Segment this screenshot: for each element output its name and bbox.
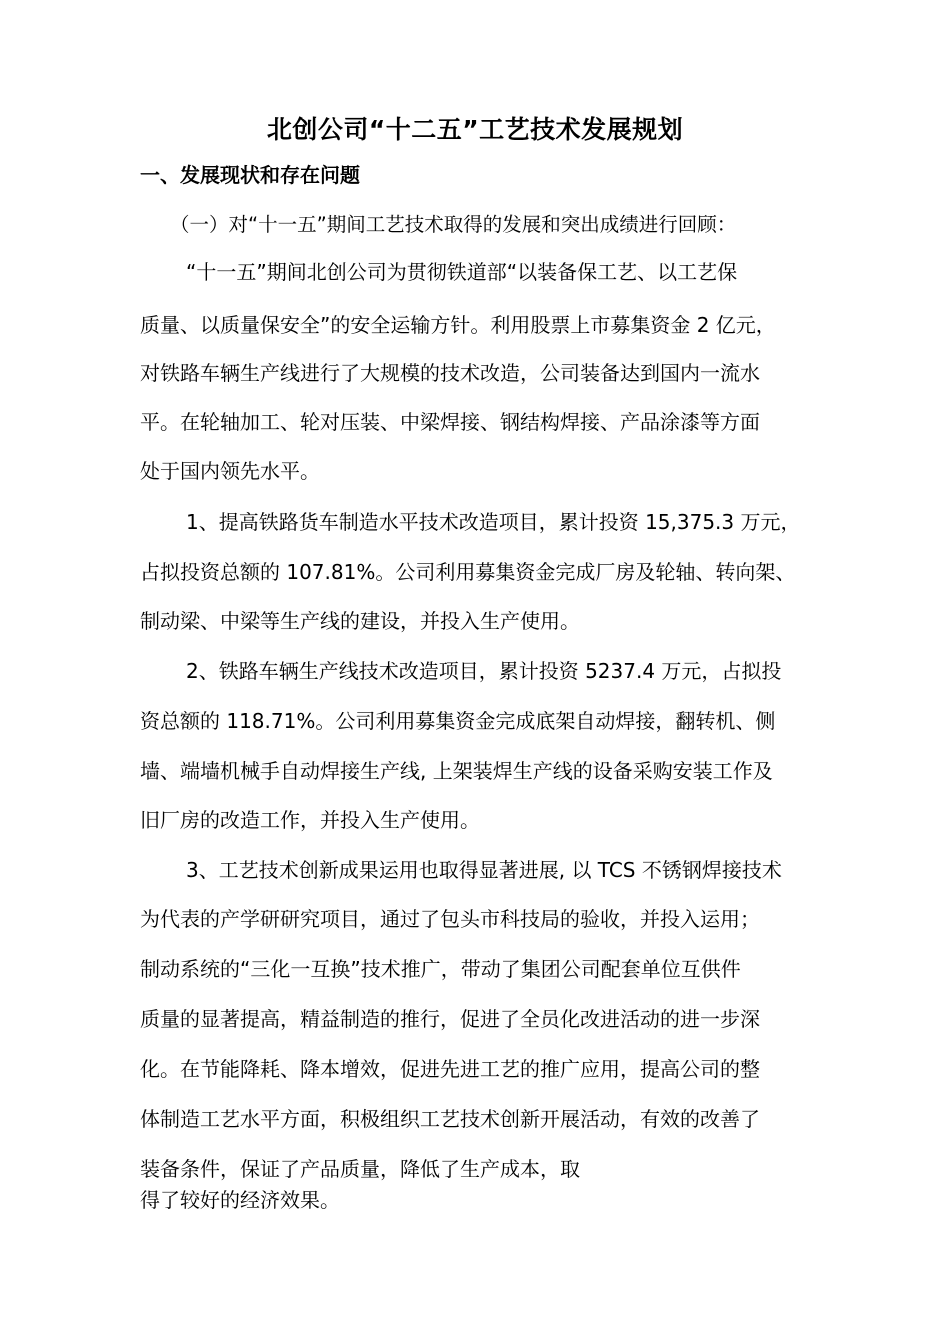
item1-paragraph-line: 占拟投资总额的 107.81%。公司利用募集资金完成厂房及轮轴、转向架、 [140,560,796,584]
item3-paragraph-line: 制动系统的“三化一互换”技术推广，带动了集团公司配套单位互供件 [140,957,741,981]
item1-paragraph-line: 1、提高铁路货车制造水平技术改造项目，累计投资 15,375.3 万元， [186,510,801,534]
item3-paragraph-line: 装备条件，保证了产品质量，降低了生产成本，取 [140,1157,580,1181]
item3-paragraph-line: 质量的显著提高，精益制造的推行，促进了全员化改进活动的进一步深 [140,1007,760,1031]
section-heading: 一、发展现状和存在问题 [140,163,360,187]
item1-paragraph-line: 制动梁、中梁等生产线的建设，并投入生产使用。 [140,609,580,633]
item3-paragraph-line: 化。在节能降耗、降本增效，促进先进工艺的推广应用，提高公司的整 [140,1057,760,1081]
item2-paragraph-line: 2、铁路车辆生产线技术改造项目，累计投资 5237.4 万元，占拟投 [186,659,782,683]
document-title: 北创公司“十二五”工艺技术发展规划 [266,115,684,144]
item3-paragraph-line: 得了较好的经济效果。 [140,1188,340,1212]
intro-paragraph-line: 处于国内领先水平。 [140,459,320,483]
intro-paragraph-line: 对铁路车辆生产线进行了大规模的技术改造，公司装备达到国内一流水 [140,361,760,385]
item3-paragraph-line: 3、工艺技术创新成果运用也取得显著进展, 以 TCS 不锈钢焊接技术 [186,858,782,882]
item2-paragraph-line: 旧厂房的改造工作，并投入生产使用。 [140,808,480,832]
intro-paragraph-line: 平。在轮轴加工、轮对压装、中梁焊接、钢结构焊接、产品涂漆等方面 [140,410,760,434]
subsection-heading: （一）对“十一五”期间工艺技术取得的发展和突出成绩进行回顾： [170,213,737,236]
item3-paragraph-line: 体制造工艺水平方面，积极组织工艺技术创新开展活动，有效的改善了 [140,1107,760,1131]
intro-paragraph-line: 质量、以质量保安全”的安全运输方针。利用股票上市募集资金 2 亿元， [140,313,776,337]
intro-paragraph-line: “十一五”期间北创公司为贯彻铁道部“以装备保工艺、以工艺保 [186,260,738,284]
item2-paragraph-line: 资总额的 118.71%。公司利用募集资金完成底架自动焊接，翻转机、侧 [140,709,776,733]
item3-paragraph-line: 为代表的产学研研究项目，通过了包头市科技局的验收，并投入运用； [140,907,760,931]
item2-paragraph-line: 墙、端墙机械手自动焊接生产线, 上架装焊生产线的设备采购安装工作及 [140,759,773,783]
